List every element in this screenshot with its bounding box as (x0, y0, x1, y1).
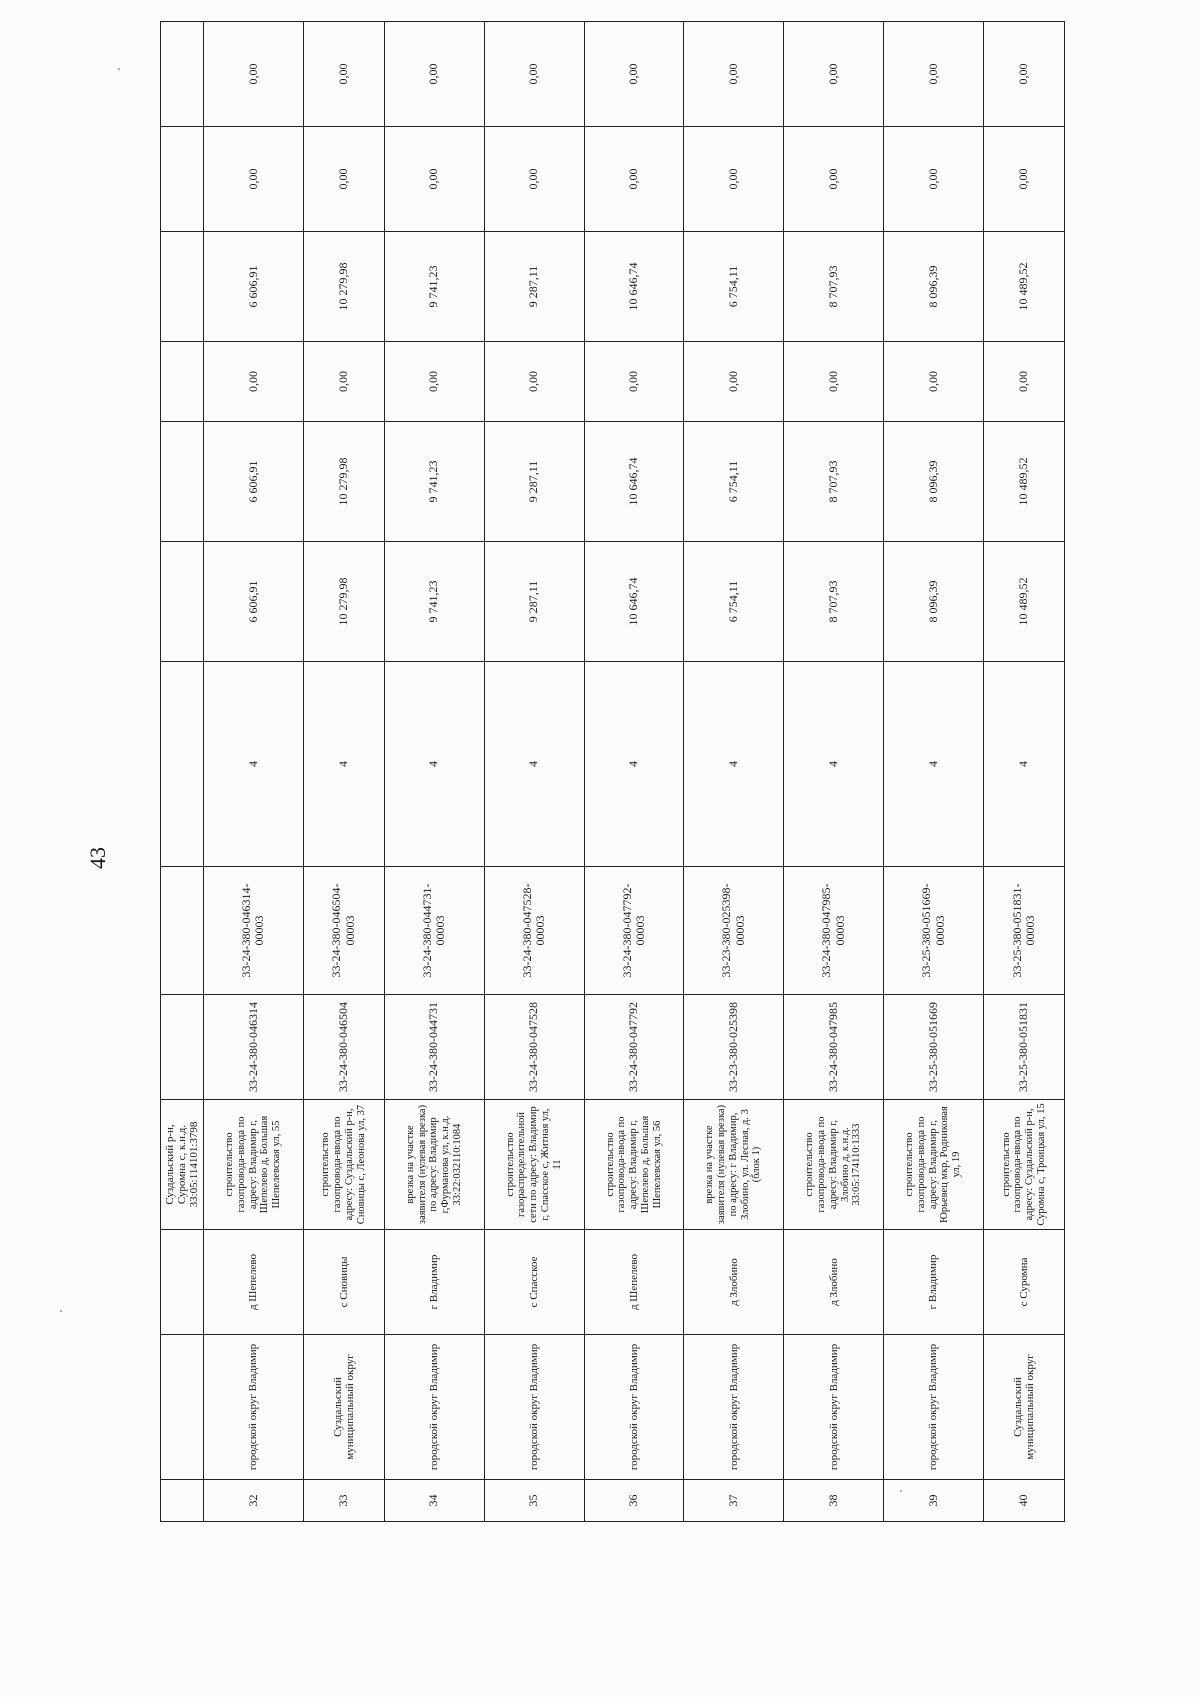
code-full-cell: 33-24-380-044731-00003 (384, 867, 484, 995)
amount-cell-5: 0,00 (984, 127, 1065, 232)
district-cell: городской округ Владимир (484, 1335, 584, 1480)
amount-cell-4: 10 646,74 (584, 232, 684, 342)
district-cell: Суздальский муниципальный округ (984, 1335, 1065, 1480)
category-cell: 4 (784, 662, 884, 867)
row-number: 35 (484, 1480, 584, 1522)
amount-cell-1: 9 741,23 (384, 542, 484, 662)
code-cell: 33-24-380-047792 (584, 995, 684, 1100)
amount-cell-5: 0,00 (884, 127, 984, 232)
row-number: 32 (204, 1480, 304, 1522)
amount-cell-3: 0,00 (884, 342, 984, 422)
table-rotated-container (160, 63, 1065, 1522)
amount-cell-4: 9 287,11 (484, 232, 584, 342)
cell-empty (161, 1230, 204, 1335)
amount-cell-2: 8 096,39 (884, 422, 984, 542)
amount-cell-5: 0,00 (684, 127, 784, 232)
amount-cell-6: 0,00 (204, 22, 304, 127)
amount-cell-6: 0,00 (784, 22, 884, 127)
amount-cell-4: 8 096,39 (884, 232, 984, 342)
table-row (784, 22, 884, 1522)
code-cell: 33-23-380-025398 (684, 995, 784, 1100)
amount-cell-3: 0,00 (204, 342, 304, 422)
category-cell: 4 (884, 662, 984, 867)
code-cell: 33-25-380-051669 (884, 995, 984, 1100)
amount-cell-2: 10 489,52 (984, 422, 1065, 542)
amount-cell-3: 0,00 (484, 342, 584, 422)
category-cell: 4 (204, 662, 304, 867)
code-cell: 33-25-380-051831 (984, 995, 1065, 1100)
description-cell: строительство газопровода-ввода по адресу: Владимир г, Шепелево д, Большая Шепелевская ул, 56 (584, 1100, 684, 1230)
amount-cell-5: 0,00 (384, 127, 484, 232)
cell-empty (161, 1335, 204, 1480)
amount-cell-6: 0,00 (684, 22, 784, 127)
district-cell: городской округ Владимир (684, 1335, 784, 1480)
carry-over-text: Суздальский р-н, Суромна с, к.н.д. 33:05:114101:3798 (161, 1100, 204, 1230)
cell-empty (161, 22, 204, 127)
table-row (484, 22, 584, 1522)
district-cell: Суздальский муниципальный округ (303, 1335, 384, 1480)
amount-cell-5: 0,00 (204, 127, 304, 232)
amount-cell-6: 0,00 (303, 22, 384, 127)
amount-cell-3: 0,00 (684, 342, 784, 422)
description-cell: врезка на участке заявителя (нулевая врезка) по адресу: г Владимир, Злобино, ул. Лесная, д. 3 (блок 1) (684, 1100, 784, 1230)
row-number: 38 (784, 1480, 884, 1522)
amount-cell-6: 0,00 (884, 22, 984, 127)
code-full-cell: 33-24-380-047985-00003 (784, 867, 884, 995)
category-cell: 4 (684, 662, 784, 867)
amount-cell-6: 0,00 (484, 22, 584, 127)
scan-speck (60, 1310, 62, 1312)
registry-table (160, 21, 1065, 1522)
row-number: 40 (984, 1480, 1065, 1522)
district-cell: городской округ Владимир (884, 1335, 984, 1480)
category-cell: 4 (484, 662, 584, 867)
description-cell: строительство газопровода-ввода по адресу: Владимир г, Шепелево д, Большая Шепелевская ул, 55 (204, 1100, 304, 1230)
code-cell: 33-24-380-044731 (384, 995, 484, 1100)
amount-cell-6: 0,00 (984, 22, 1065, 127)
cell-empty (161, 662, 204, 867)
category-cell: 4 (584, 662, 684, 867)
amount-cell-3: 0,00 (384, 342, 484, 422)
amount-cell-1: 10 279,98 (303, 542, 384, 662)
locality-cell: д Злобино (784, 1230, 884, 1335)
district-cell: городской округ Владимир (384, 1335, 484, 1480)
cell-empty (161, 127, 204, 232)
table-row (303, 22, 384, 1522)
amount-cell-2: 6 754,11 (684, 422, 784, 542)
code-full-cell: 33-24-380-047792-00003 (584, 867, 684, 995)
row-number: 37 (684, 1480, 784, 1522)
code-full-cell: 33-24-380-046314-00003 (204, 867, 304, 995)
amount-cell-2: 9 287,11 (484, 422, 584, 542)
amount-cell-2: 9 741,23 (384, 422, 484, 542)
amount-cell-4: 10 489,52 (984, 232, 1065, 342)
cell-empty (161, 867, 204, 995)
table-row (984, 22, 1065, 1522)
code-cell: 33-24-380-047528 (484, 995, 584, 1100)
code-full-cell: 33-25-380-051669-00003 (884, 867, 984, 995)
cell-empty (161, 542, 204, 662)
table-row (884, 22, 984, 1522)
amount-cell-3: 0,00 (303, 342, 384, 422)
district-cell: городской округ Владимир (204, 1335, 304, 1480)
amount-cell-3: 0,00 (784, 342, 884, 422)
description-cell: строительство газопровода-ввода по адресу: Суздальский р-н, Суромна с, Троицкая ул, 15 (984, 1100, 1065, 1230)
district-cell: городской округ Владимир (784, 1335, 884, 1480)
amount-cell-6: 0,00 (384, 22, 484, 127)
carry-over-row (161, 22, 204, 1522)
code-cell: 33-24-380-046504 (303, 995, 384, 1100)
amount-cell-2: 10 279,98 (303, 422, 384, 542)
amount-cell-1: 6 606,91 (204, 542, 304, 662)
amount-cell-6: 0,00 (584, 22, 684, 127)
amount-cell-4: 10 279,98 (303, 232, 384, 342)
table-body (161, 22, 1065, 1522)
table-row (384, 22, 484, 1522)
amount-cell-1: 10 489,52 (984, 542, 1065, 662)
cell-empty (161, 995, 204, 1100)
amount-cell-1: 6 754,11 (684, 542, 784, 662)
amount-cell-5: 0,00 (303, 127, 384, 232)
cell-empty (161, 342, 204, 422)
table-row (584, 22, 684, 1522)
amount-cell-3: 0,00 (584, 342, 684, 422)
description-cell: строительство газопровода-ввода по адресу: Владимир г, Злобино д, к.н.д. 33:05:174110:1333 (784, 1100, 884, 1230)
amount-cell-1: 10 646,74 (584, 542, 684, 662)
cell-empty (161, 422, 204, 542)
code-full-cell: 33-24-380-047528-00003 (484, 867, 584, 995)
amount-cell-1: 8 707,93 (784, 542, 884, 662)
locality-cell: с Спасское (484, 1230, 584, 1335)
cell-empty (161, 232, 204, 342)
amount-cell-3: 0,00 (984, 342, 1065, 422)
category-cell: 4 (984, 662, 1065, 867)
cell-empty (161, 1480, 204, 1522)
amount-cell-2: 6 606,91 (204, 422, 304, 542)
locality-cell: д Злобино (684, 1230, 784, 1335)
description-cell: строительство газораспределительной сети по адресу: Владимир г, Спасское с, Житная ул, 11 (484, 1100, 584, 1230)
page-number: 43 (85, 847, 110, 869)
row-number: 33 (303, 1480, 384, 1522)
locality-cell: д Шепелево (204, 1230, 304, 1335)
category-cell: 4 (384, 662, 484, 867)
amount-cell-4: 6 754,11 (684, 232, 784, 342)
amount-cell-5: 0,00 (484, 127, 584, 232)
amount-cell-4: 9 741,23 (384, 232, 484, 342)
amount-cell-4: 6 606,91 (204, 232, 304, 342)
row-number: 36 (584, 1480, 684, 1522)
amount-cell-4: 8 707,93 (784, 232, 884, 342)
amount-cell-2: 8 707,93 (784, 422, 884, 542)
code-full-cell: 33-23-380-025398-00003 (684, 867, 784, 995)
description-cell: врезка на участке заявителя (нулевая врезка) по адресу: Владимир г,Фурманова ул, к.н.д. 33:22:032110:1084 (384, 1100, 484, 1230)
table-row (204, 22, 304, 1522)
district-cell: городской округ Владимир (584, 1335, 684, 1480)
locality-cell: г Владимир (884, 1230, 984, 1335)
code-full-cell: 33-25-380-051831-00003 (984, 867, 1065, 995)
amount-cell-1: 9 287,11 (484, 542, 584, 662)
table-row (684, 22, 784, 1522)
category-cell: 4 (303, 662, 384, 867)
amount-cell-5: 0,00 (584, 127, 684, 232)
locality-cell: с Сновицы (303, 1230, 384, 1335)
row-number: 34 (384, 1480, 484, 1522)
code-cell: 33-24-380-047985 (784, 995, 884, 1100)
code-full-cell: 33-24-380-046504-00003 (303, 867, 384, 995)
description-cell: строительство газопровода-ввода по адресу: Владимир г, Юрьевец мкр, Родниковая ул, 19 (884, 1100, 984, 1230)
description-cell: строительство газопровода-ввода по адресу: Суздальский р-н, Сновицы с, Леонова ул, 37 (303, 1100, 384, 1230)
scan-speck (118, 68, 120, 70)
locality-cell: д Шепелево (584, 1230, 684, 1335)
locality-cell: с Суромна (984, 1230, 1065, 1335)
code-cell: 33-24-380-046314 (204, 995, 304, 1100)
amount-cell-1: 8 096,39 (884, 542, 984, 662)
amount-cell-2: 10 646,74 (584, 422, 684, 542)
amount-cell-5: 0,00 (784, 127, 884, 232)
locality-cell: г Владимир (384, 1230, 484, 1335)
row-number: 39 (884, 1480, 984, 1522)
